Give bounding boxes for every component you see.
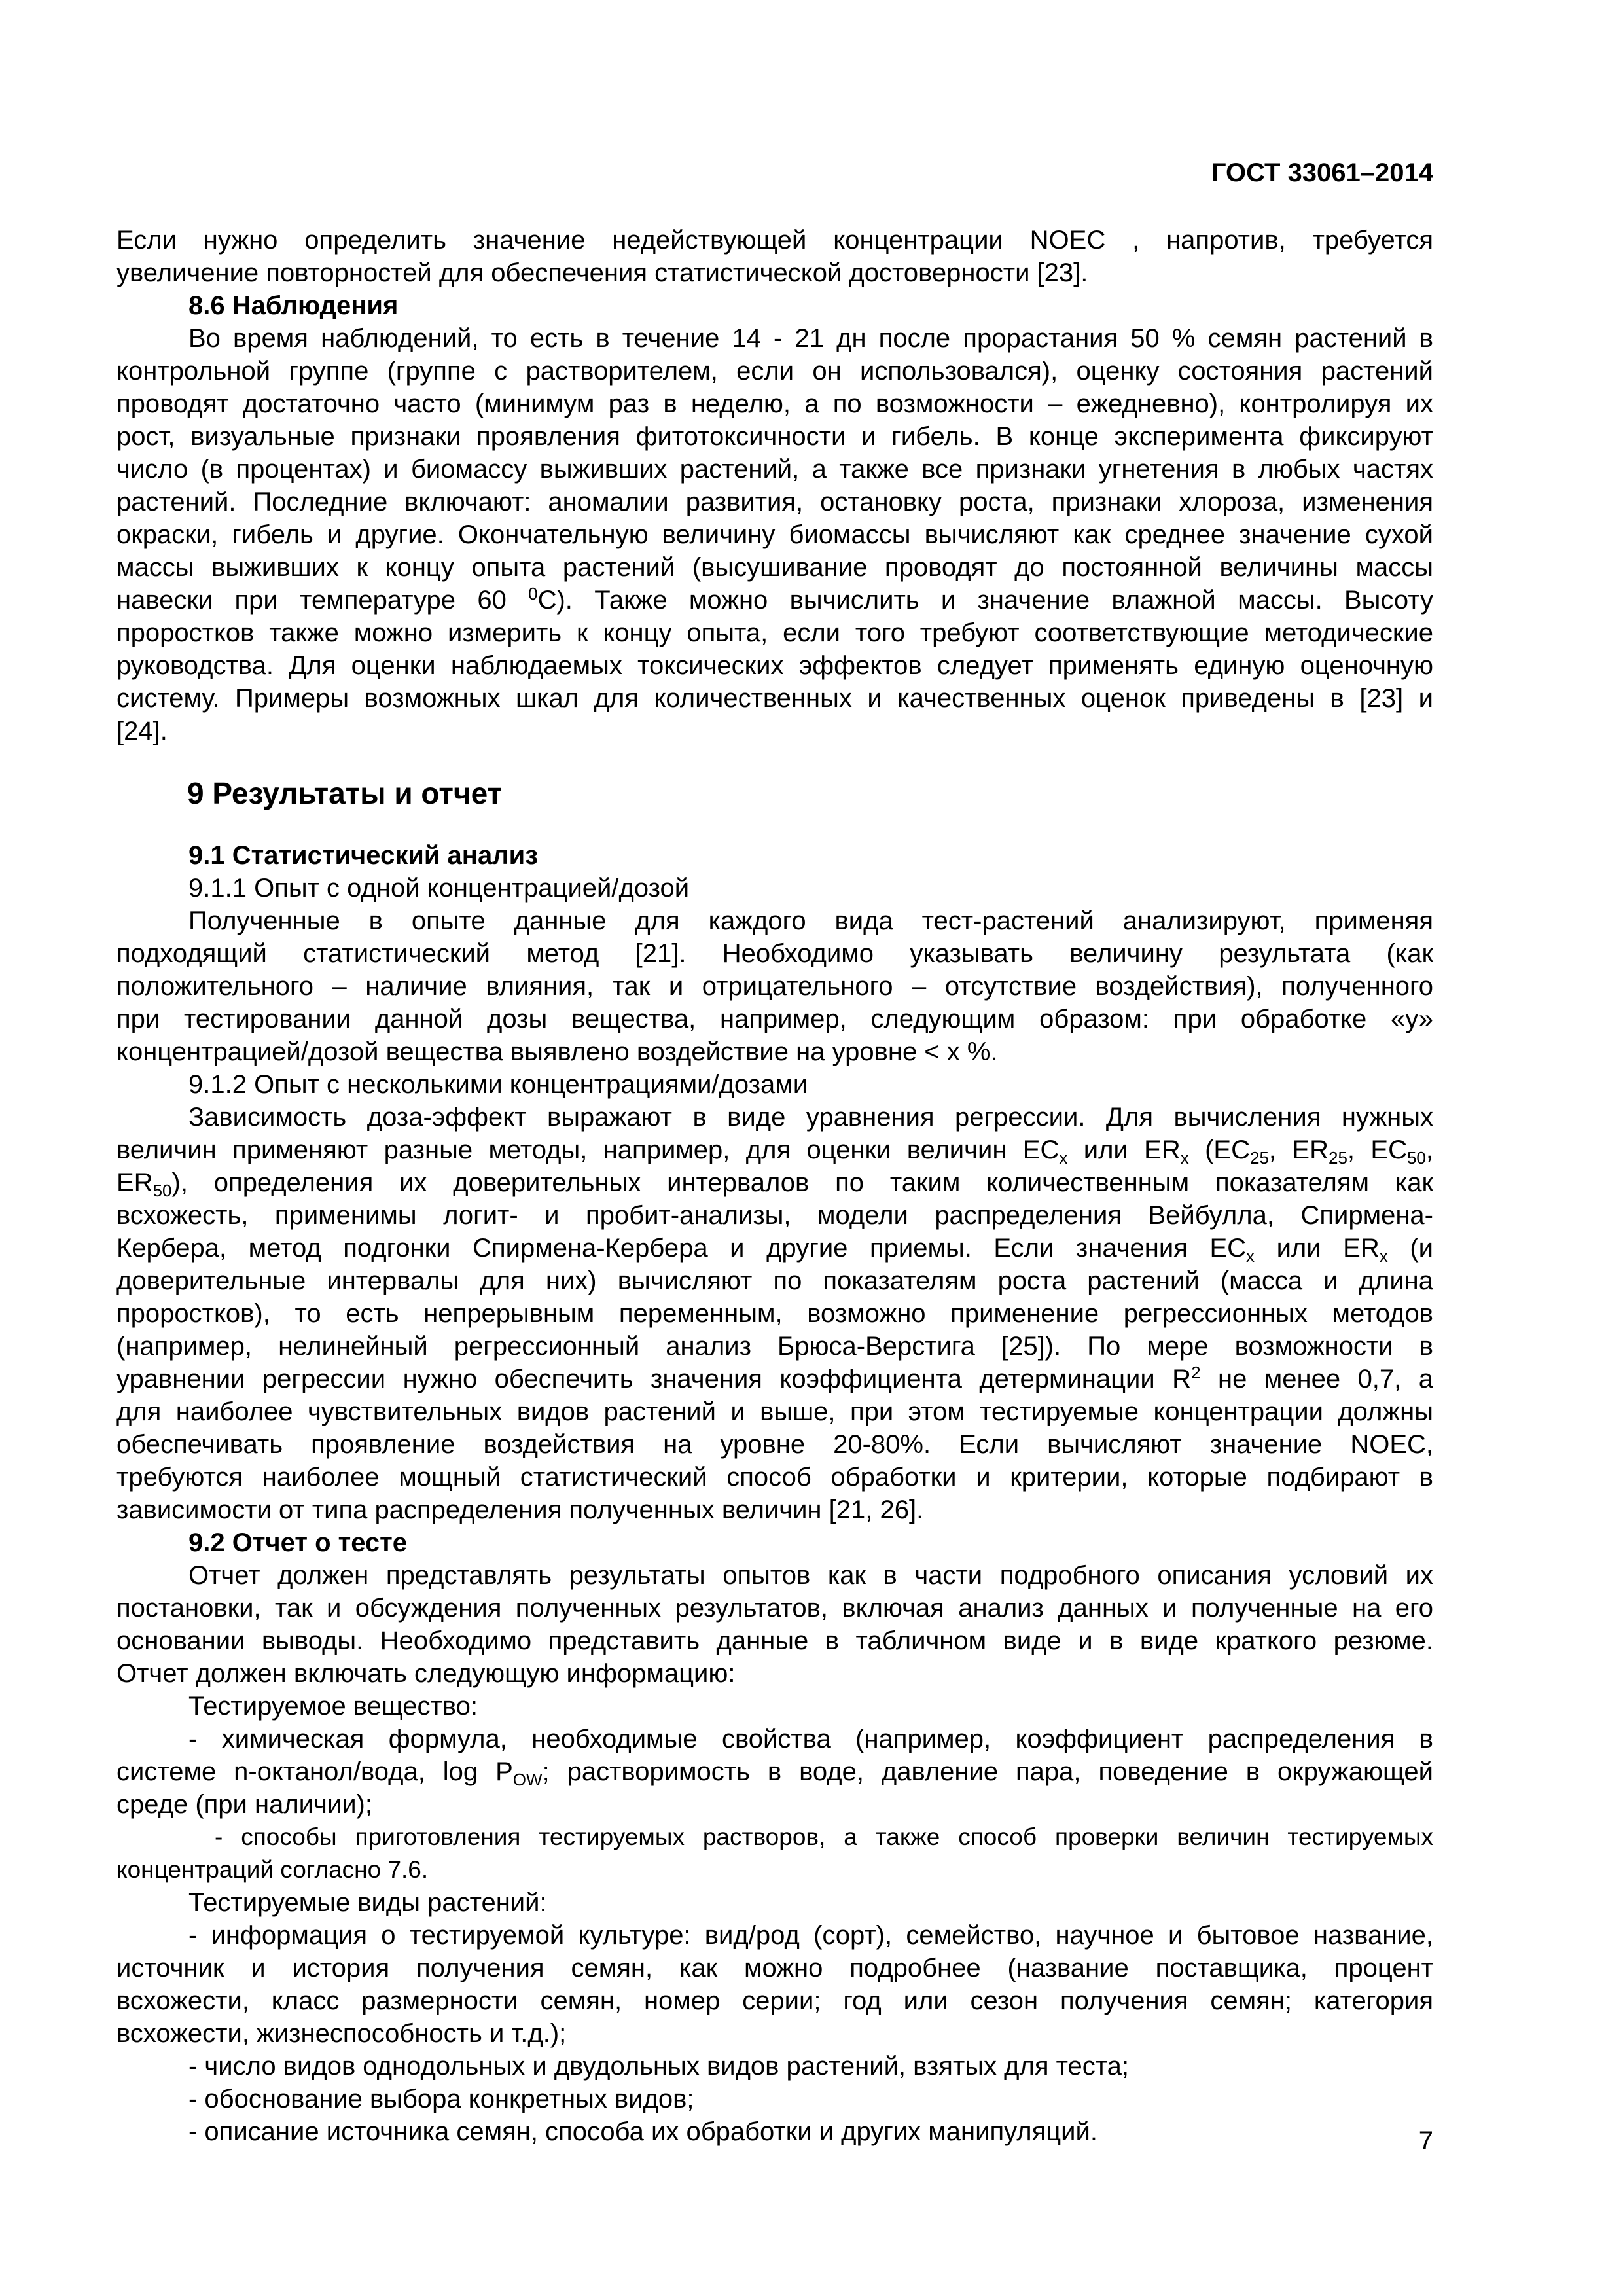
- list-item-line: среде (при наличии);: [116, 1790, 372, 1819]
- list-item-line: - обоснование выбора конкретных видов;: [188, 2085, 694, 2113]
- list-item-line: концентраций согласно 7.6.: [116, 1856, 429, 1883]
- subsection-heading-9-1-1: 9.1.1 Опыт с одной концентрацией/дозой: [188, 874, 690, 903]
- paragraph-line: Во время наблюдений, то есть в течение 14 - 21 дн после прорастания 50 % семян растений в: [188, 324, 1433, 353]
- paragraph-line: уравнении регрессии нужно обеспечить значения коэффициента детерминации $R^2$ не менее 0,7, а: [116, 1363, 1433, 1393]
- paragraph-line: навески при температуре 60 $^0$С). Также можно вычислить и значение влажной массы. Высоту: [116, 584, 1434, 615]
- paragraph-line: Тестируемые виды растений:: [188, 1888, 547, 1917]
- section-heading-9-1: 9.1 Статистический анализ: [188, 841, 539, 870]
- paragraph-line: всхожесть, применимы логит- и пробит-анализы, модели распределения Вейбулла, Спирмена-: [116, 1201, 1433, 1230]
- list-item-line: источник и история получения семян, как можно подробнее (название поставщика, процент: [116, 1954, 1433, 1982]
- subsection-heading-9-1-2: 9.1.2 Опыт с несколькими концентрациями/дозами: [188, 1070, 808, 1099]
- list-item-line: - химическая формула, необходимые свойства (например, коэффициент распределения в: [188, 1725, 1433, 1753]
- list-item-line: - информация о тестируемой культуре: вид/род (сорт), семейство, научное и бытовое название,: [188, 1921, 1433, 1950]
- section-heading-9-2: 9.2 Отчет о тесте: [188, 1528, 408, 1557]
- paragraph-line: зависимости от типа распределения полученных величин [21, 26].: [116, 1496, 924, 1524]
- paragraph-line: Если нужно определить значение недействующей концентрации NOEC , напротив, требуется: [116, 226, 1433, 255]
- paragraph-line: систему. Примеры возможных шкал для количественных и качественных оценок приведены в [23] и: [116, 684, 1433, 713]
- paragraph-line: Зависимость доза-эффект выражают в виде уравнения регрессии. Для вычисления нужных: [188, 1103, 1433, 1132]
- paragraph-line: проростков также можно измерить к концу опыта, если того требуют соответствующие методические: [116, 619, 1433, 647]
- paragraph-line: положительного – наличие влияния, так и отрицательного – отсутствие воздействия), полученного: [116, 972, 1433, 1001]
- paragraph-line: рост, визуальные признаки проявления фитотоксичности и гибель. В конце эксперимента фиксируют: [116, 422, 1433, 451]
- list-item-line: всхожести, класс размерности семян, номер серии; год или сезон получения семян; категория: [116, 1986, 1433, 2015]
- paragraph-line: для наиболее чувствительных видов растений и выше, при этом тестируемые концентрации должны: [116, 1397, 1433, 1426]
- paragraph-line: обеспечивать проявление воздействия на уровне 20-80%. Если вычисляют значение NOEC,: [116, 1430, 1433, 1459]
- paragraph-line: Полученные в опыте данные для каждого вида тест-растений анализируют, применяя: [188, 906, 1433, 935]
- paragraph-line: $ER_{50}$), определения их доверительных интервалов по таким количественным показателям как: [116, 1168, 1433, 1200]
- section-heading-9: 9 Результаты и отчет: [187, 776, 503, 810]
- page-body: [116, 224, 1433, 2148]
- paragraph-line: основании выводы. Необходимо представить данные в табличном виде и в виде краткого резюме.: [116, 1626, 1433, 1655]
- paragraph-line: постановки, так и обсуждения полученных результатов, включая анализ данных и полученные на его: [116, 1594, 1433, 1623]
- paragraph-line: руководства. Для оценки наблюдаемых токсических эффектов следует применять единую оценочную: [116, 651, 1433, 680]
- paragraph-line: проростков), то есть непрерывным переменным, возможно применение регрессионных методов: [116, 1299, 1433, 1328]
- paragraph-line: число (в процентах) и биомассу выживших растений, а также все признаки угнетения в любых частях: [116, 455, 1433, 484]
- paragraph-line: увеличение повторностей для обеспечения статистической достоверности [23].: [116, 259, 1088, 287]
- paragraph-line: концентрацией/дозой вещества выявлено воздействие на уровне < х %.: [116, 1037, 998, 1066]
- paragraph-line: Кербера, метод подгонки Спирмена-Кербера и другие приемы. Если значения $ЕС_х$ или $ER_х$ (и: [116, 1234, 1434, 1266]
- paragraph-line: окраски, гибель и другие. Окончательную величину биомассы вычисляют как среднее значение сухой: [116, 520, 1433, 549]
- paragraph-line: требуются наиболее мощный статистический способ обработки и критерии, которые подбирают в: [116, 1463, 1433, 1492]
- paragraph-line: Отчет должен включать следующую информацию:: [116, 1659, 736, 1688]
- paragraph-line: при тестировании данной дозы вещества, например, следующим образом: при обработке «у»: [116, 1005, 1433, 1033]
- list-item-line: - описание источника семян, способа их обработки и других манипуляций.: [188, 2117, 1097, 2146]
- section-heading-8-6: 8.6 Наблюдения: [188, 291, 399, 320]
- paragraph-line: Тестируемое вещество:: [188, 1692, 478, 1721]
- paragraph-line: массы выживших к концу опыта растений (высушивание проводят до постоянной величины массы: [116, 553, 1433, 582]
- list-item-line: - способы приготовления тестируемых растворов, а также способ проверки величин тестируемых: [215, 1823, 1433, 1850]
- paragraph-line: Отчет должен представлять результаты опытов как в части подробного описания условий их: [188, 1561, 1433, 1590]
- paragraph-line: подходящий статистический метод [21]. Необходимо указывать величину результата (как: [116, 939, 1433, 968]
- paragraph-line: [24].: [116, 717, 168, 745]
- paragraph-line: величин применяют разные методы, например, для оценки величин $ЕС_х$ или $ER_х$ ($ЕС_{25}$, $ER_{25}$, $ЕС_{50}$,: [116, 1136, 1434, 1168]
- page-number: 7: [1418, 2126, 1433, 2155]
- paragraph-line: проводят достаточно часто (минимум раз в неделю, а по возможности – ежедневно), контролируя их: [116, 389, 1433, 418]
- paragraph-line: растений. Последние включают: аномалии развития, остановку роста, признаки хлороза, изменения: [116, 488, 1433, 516]
- paragraph-line: доверительные интервалы для них) вычисляют по показателям роста растений (масса и длина: [116, 1266, 1433, 1295]
- list-item-line: - число видов однодольных и двудольных видов растений, взятых для теста;: [188, 2052, 1129, 2081]
- paragraph-line: контрольной группе (группе с растворителем, если он использовался), оценку состояния растений: [116, 357, 1433, 386]
- list-item-line: системе n-октанол/вода, $\log P_{OW}$; растворимость в воде, давление пара, поведение в окружающей: [116, 1757, 1434, 1789]
- document-header: ГОСТ 33061–2014: [1211, 158, 1433, 187]
- paragraph-line: (например, нелинейный регрессионный анализ Брюса-Верстига [25]). По мере возможности в: [116, 1332, 1433, 1361]
- list-item-line: всхожести, жизнеспособность и т.д.);: [116, 2019, 567, 2048]
